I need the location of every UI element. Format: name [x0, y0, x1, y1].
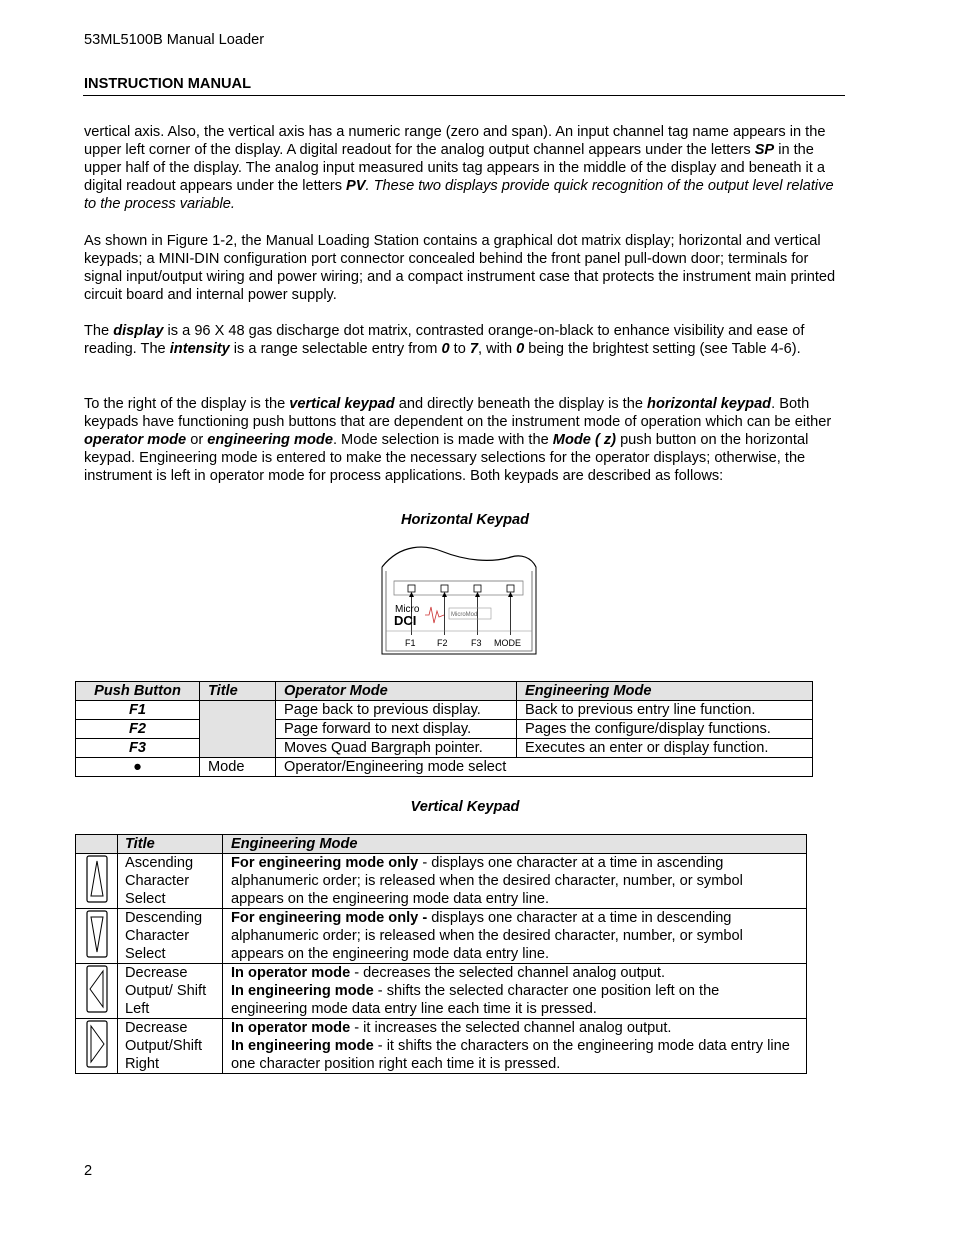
- table-row: [76, 964, 807, 1019]
- column-header: [76, 835, 118, 854]
- column-header: Push Button: [76, 682, 200, 701]
- horizontal-keypad-figure: [381, 545, 537, 655]
- figure-label-f3: F3: [471, 638, 482, 648]
- horizontal-keypad-caption: Horizontal Keypad: [400, 512, 530, 528]
- column-header: Engineering Mode: [517, 682, 813, 701]
- operator-mode-cell: Page forward to next display.: [276, 720, 517, 739]
- engineering-mode-cell: In operator mode - it increases the selected channel analog output. In engineering mode - it shifts the characters on the engineering mode data entry line one character position right each time it is pressed.: [223, 1019, 807, 1074]
- paragraph-display-axes: vertical axis. Also, the vertical axis has a numeric range (zero and span). An input channel tag name appears in the upper left corner of the display. A digital readout for the analog output channel appears under the letters SP in the upper half of the display. The analog input measured units tag appears in the middle of the display and beneath it a digital readout appears under the letters PV. These two displays provide quick recognition of the output level relative to the process variable.: [84, 124, 834, 212]
- paragraph-display-intensity: The display is a 96 X 48 gas discharge dot matrix, contrasted orange-on-black to enhance visibility and ease of reading. The intensity is a range selectable entry from 0 to 7, with 0 being the brightest setting (see Table 4-6).: [84, 323, 805, 357]
- table-row: [76, 720, 813, 739]
- title-cell: Mode: [200, 758, 276, 777]
- figure-label-f1: F1: [405, 638, 416, 648]
- table-row: [76, 739, 813, 758]
- engineering-mode-cell: Executes an enter or display function.: [517, 739, 813, 758]
- figure-label-mode: MODE: [494, 638, 521, 648]
- column-header: Operator Mode: [276, 682, 517, 701]
- title-cell: Ascending Character Select: [118, 854, 223, 909]
- page-number: 2: [84, 1163, 93, 1179]
- figure-brand-small: MicroMod: [451, 612, 478, 618]
- title-cell-empty: [200, 701, 276, 758]
- table-row: [76, 1019, 807, 1074]
- mode-bullet-icon: ●: [76, 758, 200, 777]
- engineering-mode-cell: Back to previous entry line function.: [517, 701, 813, 720]
- table-row: [76, 909, 807, 964]
- vertical-keypad-caption: Vertical Keypad: [410, 799, 520, 815]
- title-cell: Decrease Output/Shift Right: [118, 1019, 223, 1074]
- title-cell: Descending Character Select: [118, 909, 223, 964]
- engineering-mode-cell: Pages the configure/display functions.: [517, 720, 813, 739]
- table-header-row: [76, 682, 813, 701]
- engineering-mode-cell: In operator mode - decreases the selected channel analog output. In engineering mode - shifts the selected character one position left on the engineering mode data entry line each time it is pressed.: [223, 964, 807, 1019]
- vertical-keypad-table: [75, 834, 807, 1074]
- operator-mode-cell: Page back to previous display.: [276, 701, 517, 720]
- table-row: [76, 854, 807, 909]
- column-header: Title: [200, 682, 276, 701]
- table-row: [76, 701, 813, 720]
- horizontal-keypad-table: [75, 681, 813, 777]
- figure-label-f2: F2: [437, 638, 448, 648]
- column-header: Engineering Mode: [223, 835, 807, 854]
- operator-mode-cell: Moves Quad Bargraph pointer.: [276, 739, 517, 758]
- right-arrow-key-icon: [76, 1019, 118, 1074]
- figure-brand-bottom: DCI: [394, 613, 417, 628]
- engineering-mode-cell: For engineering mode only - displays one character at a time in ascending alphanumeric order; is released when the desired character, number, or symbol appears on the engineering mode data entry line.: [223, 854, 807, 909]
- table-header-row: [76, 835, 807, 854]
- section-title: INSTRUCTION MANUAL: [84, 76, 252, 92]
- title-cell: Decrease Output/ Shift Left: [118, 964, 223, 1019]
- header-rule: [83, 95, 845, 96]
- document-title: 53ML5100B Manual Loader: [84, 32, 265, 48]
- paragraph-keypads: To the right of the display is the vertical keypad and directly beneath the display is the horizontal keypad. Both keypads have functioning push buttons that are dependent on the instrument mode of operation which can be either operator mode or engineering mode. Mode selection is made with the Mode ( z) push button on the horizontal keypad. Engineering mode is entered to make the necessary selections for the operator displays; otherwise, the instrument is left in operator mode for process applications. Both keypads are described as follows:: [84, 396, 832, 484]
- table-row: [76, 758, 813, 777]
- figure-brand-top: Micro: [395, 604, 420, 615]
- mode-description-cell: Operator/Engineering mode select: [276, 758, 813, 777]
- push-button-cell: F3: [76, 739, 200, 758]
- paragraph-station-overview: As shown in Figure 1-2, the Manual Loading Station contains a graphical dot matrix display; horizontal and vertical keypads; a MINI-DIN configuration port connector concealed behind the front panel pull-down door; terminals for signal input/output wiring and power wiring; and a compact instrument case that protects the instrument main printed circuit board and internal power supply.: [84, 233, 836, 303]
- push-button-cell: F1: [76, 701, 200, 720]
- push-button-cell: F2: [76, 720, 200, 739]
- engineering-mode-cell: For engineering mode only - displays one character at a time in descending alphanumeric order; is released when the desired character, number, or symbol appears on the engineering mode data entry line.: [223, 909, 807, 964]
- up-arrow-key-icon: [76, 854, 118, 909]
- column-header: Title: [118, 835, 223, 854]
- left-arrow-key-icon: [76, 964, 118, 1019]
- down-arrow-key-icon: [76, 909, 118, 964]
